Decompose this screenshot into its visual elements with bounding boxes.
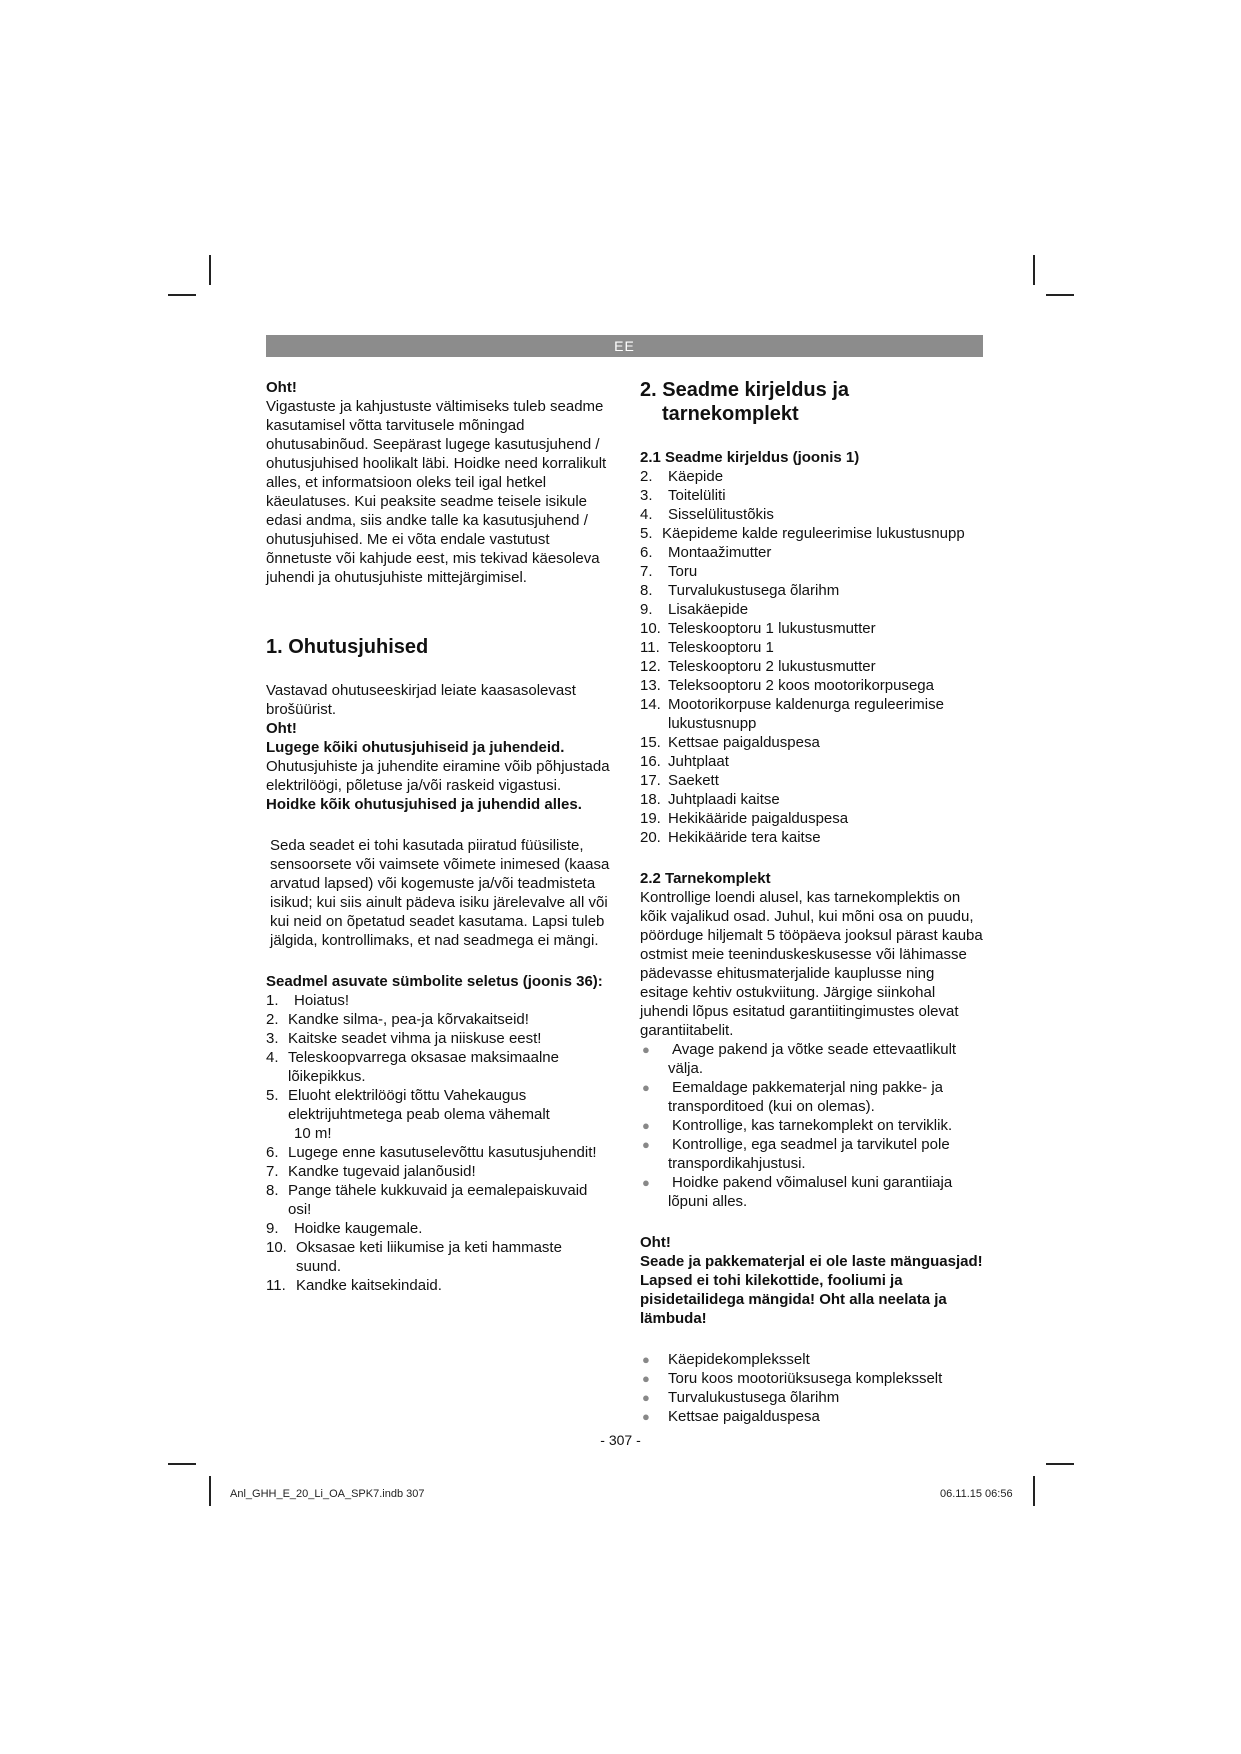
list-item [640, 657, 985, 676]
list-item [640, 1407, 985, 1426]
list-text: Hekikääride tera kaitse [668, 829, 821, 846]
list-item [640, 619, 985, 638]
list-number: 10. [640, 620, 661, 637]
list-item [266, 991, 611, 1010]
footer-date: 06.11.15 06:56 [940, 1488, 1013, 1500]
list-item [640, 790, 985, 809]
list-item [640, 581, 985, 600]
list-item [640, 1078, 985, 1116]
list-text: Saekett [668, 772, 719, 789]
warning-text: Seade ja pakkematerjal ei ole laste mänguasjad! Lapsed ei tohi kilekottide, fooliumi ja pisidetailidega mängida! Oht alla neelata ja lämbuda! [640, 1253, 983, 1327]
list-text: Kontrollige, ega seadmel ja tarvikutel pole transpordikahjustusi. [668, 1136, 950, 1172]
crop-mark-top-left-horizontal [168, 294, 196, 296]
list-text: Montaažimutter [668, 544, 772, 561]
section2-title-line2: tarnekomplekt [662, 403, 799, 425]
list-text: Kaitske seadet vihma ja niiskuse eest! [288, 1030, 542, 1047]
list-text: Hoidke pakend võimalusel kuni garantiiaja lõpuni alles. [668, 1174, 953, 1210]
bullet-icon: ● [642, 1080, 650, 1095]
list-item [266, 1048, 611, 1086]
list-item [266, 1143, 611, 1162]
list-number: 8. [640, 582, 653, 599]
list-text: Mootorikorpuse kaldenurga reguleerimise lukustusnupp [668, 696, 944, 732]
list-item [640, 524, 985, 543]
list-item [640, 486, 985, 505]
list-number: 9. [640, 601, 653, 618]
list-number: 2. [640, 468, 653, 485]
warning-heading: Oht! [640, 1234, 671, 1251]
crop-mark-bottom-right-vertical [1033, 1476, 1035, 1506]
list-number: 14. [640, 696, 661, 713]
bullet-icon: ● [642, 1409, 650, 1424]
list-number: 3. [640, 487, 653, 504]
bullet-icon: ● [642, 1390, 650, 1405]
list-text: 10 m! [294, 1125, 332, 1142]
list-item [640, 1116, 985, 1135]
section1-read-instructions: Lugege kõiki ohutusjuhiseid ja juhendeid. [266, 739, 565, 756]
list-text: Oksasae keti liikumise ja keti hammaste suund. [296, 1239, 562, 1275]
list-text: Juhtplaadi kaitse [668, 791, 780, 808]
list-text: Pange tähele kukkuvaid ja eemalepaiskuvaid osi! [288, 1182, 588, 1218]
list-item [640, 1040, 985, 1078]
list-item [266, 1086, 611, 1124]
list-item [640, 809, 985, 828]
intro-text: Vigastuste ja kahjustuste vältimiseks tuleb seadme kasutamisel võtta tarvitusele mõningad ohutusabinõud. Seepärast lugege kasutusjuhend / ohutusjuhised hoolikalt läbi. Hoidke need korralikult alles, et informatsioon oleks teil igal hetkel käeulatuses. Kui peaksite seadme teisele isikule edasi andma, siis andke talle ka kasutusjuhend / ohutusjuhised. Me ei võta endale vastutust õnnetuste või kahjude eest, mis tekivad käesoleva juhendi ja ohutusjuhiste mittejärgimisel. [266, 398, 607, 586]
list-text: Avage pakend ja võtke seade ettevaatlikult välja. [668, 1041, 957, 1077]
section1-paragraph-3: Seda seadet ei tohi kasutada piiratud füüsiliste, sensoorsete või vaimsete võimete inimesed (kaasa arvatud lapsed) või kogemuste ja/või teadmisteta isikud; kui siis ainult pädeva isiku järelevalve all või kui neid on õpetatud seadet kasutama. Lapsi tuleb jälgida, kontrollimaks, et nad seadmega ei mängi. [270, 837, 610, 949]
list-item [640, 600, 985, 619]
list-text: Juhtplaat [668, 753, 729, 770]
list-text: Teleskooptoru 1 lukustusmutter [668, 620, 876, 637]
bullet-icon: ● [642, 1118, 650, 1133]
symbols-heading: Seadmel asuvate sümbolite seletus (joonis 36): [266, 973, 603, 990]
list-item [266, 1124, 611, 1143]
section1-title: 1. Ohutusjuhised [266, 636, 429, 658]
bullet-icon: ● [642, 1175, 650, 1190]
list-text: Kandke tugevaid jalanõusid! [288, 1163, 476, 1180]
language-code: EE [614, 338, 635, 354]
list-text: Kettsae paigalduspesa [668, 1408, 820, 1425]
crop-mark-top-right-vertical [1033, 255, 1035, 285]
section2-title-line1: 2. Seadme kirjeldus ja [640, 379, 849, 401]
list-text: Sisselülitustõkis [668, 506, 774, 523]
page-number: - 307 - [600, 1432, 641, 1448]
list-item [640, 676, 985, 695]
list-number: 5. [640, 525, 653, 542]
list-text: Teleksooptoru 2 koos mootorikorpusega [668, 677, 934, 694]
list-number: 20. [640, 829, 661, 846]
list-number: 11. [640, 639, 660, 656]
list-item [266, 1162, 611, 1181]
list-item [640, 562, 985, 581]
list-number: 8. [266, 1182, 279, 1199]
list-item [266, 1219, 611, 1238]
list-text: Eluoht elektrilöögi tõttu Vahekaugus elektrijuhtmetega peab olema vähemalt [288, 1087, 550, 1123]
list-number: 5. [266, 1087, 279, 1104]
list-text: Teleskoopvarrega oksasae maksimaalne lõikepikkus. [288, 1049, 559, 1085]
list-text: Toru [668, 563, 698, 580]
list-number: 19. [640, 810, 661, 827]
list-number: 15. [640, 734, 661, 751]
section2-title [640, 378, 985, 426]
list-text: Kettsae paigalduspesa [668, 734, 820, 751]
list-item [640, 505, 985, 524]
list-text: Eemaldage pakkematerjal ning pakke- ja transporditoed (kui on olemas). [668, 1079, 943, 1115]
list-item [266, 1276, 611, 1295]
list-text: Käepidekompleksselt [668, 1351, 810, 1368]
list-text: Kontrollige, kas tarnekomplekt on terviklik. [672, 1117, 953, 1134]
list-item [266, 1181, 611, 1219]
list-item [640, 695, 985, 733]
symbols-list [266, 991, 611, 1295]
list-item [266, 1238, 611, 1276]
list-number: 7. [640, 563, 653, 580]
list-number: 16. [640, 753, 661, 770]
bullet-icon: ● [642, 1042, 650, 1057]
list-number: 1. [266, 992, 279, 1009]
list-text: Turvalukustusega õlarihm [668, 582, 840, 599]
list-text: Teleskooptoru 2 lukustusmutter [668, 658, 876, 675]
delivery-text: Kontrollige loendi alusel, kas tarnekomplektis on kõik vajalikud osad. Juhul, kui mõni osa on puudu, pöörduge hiljemalt 5 tööpäeva jooksul pärast kauba ostmist meie teeninduskeskusesse või lähimasse pädevasse ehitusmaterjalide kauplusse ning esitage kehtiv ostukviitung. Järgige siinkohal juhendi lõpus esitatud garantiitingimustes olevat garantiitabelit. [640, 889, 983, 1039]
crop-mark-bottom-left-horizontal [168, 1463, 196, 1465]
bullet-icon: ● [642, 1137, 650, 1152]
list-text: Lugege enne kasutuselevõttu kasutusjuhendit! [288, 1144, 597, 1161]
list-item [640, 638, 985, 657]
list-text: Hekikääride paigalduspesa [668, 810, 849, 827]
language-header-bar [266, 335, 983, 357]
list-item [266, 1010, 611, 1029]
list-number: 6. [640, 544, 653, 561]
list-number: 10. [266, 1239, 287, 1256]
list-text: Käepideme kalde reguleerimise lukustusnupp [662, 525, 965, 542]
parts-list [640, 467, 985, 847]
crop-mark-top-left-vertical [209, 255, 211, 285]
footer-file-name: Anl_GHH_E_20_Li_OA_SPK7.indb 307 [230, 1488, 425, 1500]
list-text: Hoiatus! [294, 992, 350, 1009]
list-text: Kandke kaitsekindaid. [296, 1277, 442, 1294]
list-text: Hoidke kaugemale. [294, 1220, 423, 1237]
bullet-icon: ● [642, 1352, 650, 1367]
list-item [640, 1350, 985, 1369]
contents-list [640, 1350, 985, 1426]
list-number: 2. [266, 1011, 279, 1028]
list-text: Toitelüliti [668, 487, 726, 504]
list-number: 18. [640, 791, 661, 808]
section1-paragraph-1: Vastavad ohutuseeskirjad leiate kaasasolevast brošüürist. [266, 682, 576, 718]
list-text: Toru koos mootoriüksusega kompleksselt [668, 1370, 943, 1387]
list-number: 4. [266, 1049, 279, 1066]
list-number: 11. [266, 1277, 286, 1294]
list-item [640, 771, 985, 790]
list-text: Käepide [668, 468, 724, 485]
list-item [640, 828, 985, 847]
left-column [266, 378, 611, 1295]
list-item [640, 1388, 985, 1407]
list-text: Turvalukustusega õlarihm [668, 1389, 840, 1406]
list-item [266, 1029, 611, 1048]
right-column [640, 378, 985, 1426]
list-item [640, 1135, 985, 1173]
list-text: Teleskooptoru 1 [668, 639, 774, 656]
list-item [640, 467, 985, 486]
list-text: Lisakäepide [668, 601, 749, 618]
list-number: 17. [640, 772, 661, 789]
list-text: Kandke silma-, pea-ja kõrvakaitseid! [288, 1011, 529, 1028]
delivery-steps-list [640, 1040, 985, 1211]
list-item [640, 1173, 985, 1211]
list-number: 13. [640, 677, 661, 694]
section1-oht: Oht! [266, 720, 297, 737]
crop-mark-bottom-left-vertical [209, 1476, 211, 1506]
list-number: 7. [266, 1163, 279, 1180]
delivery-heading: 2.2 Tarnekomplekt [640, 870, 771, 887]
list-number: 4. [640, 506, 653, 523]
list-number: 3. [266, 1030, 279, 1047]
list-number: 12. [640, 658, 661, 675]
list-number: 6. [266, 1144, 279, 1161]
intro-heading: Oht! [266, 379, 297, 396]
list-item [640, 752, 985, 771]
device-description-heading: 2.1 Seadme kirjeldus (joonis 1) [640, 449, 860, 466]
list-item [640, 543, 985, 562]
crop-mark-top-right-horizontal [1046, 294, 1074, 296]
crop-mark-bottom-right-horizontal [1046, 1463, 1074, 1465]
section1-paragraph-2: Ohutusjuhiste ja juhendite eiramine võib põhjustada elektrilöögi, põletuse ja/või raskeid vigastusi. [266, 758, 610, 794]
list-item [640, 733, 985, 752]
bullet-icon: ● [642, 1371, 650, 1386]
list-number: 9. [266, 1220, 279, 1237]
section1-keep-instructions: Hoidke kõik ohutusjuhised ja juhendid alles. [266, 796, 582, 813]
list-item [640, 1369, 985, 1388]
